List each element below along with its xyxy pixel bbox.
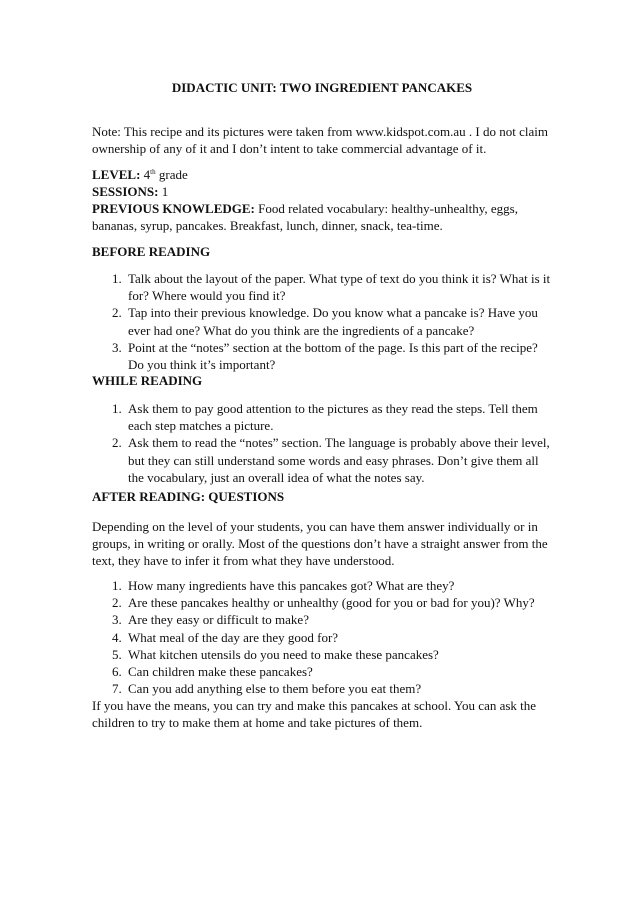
sessions-value: 1 bbox=[161, 184, 169, 199]
item-text: Are they easy or difficult to make? bbox=[128, 612, 309, 628]
list-item bbox=[92, 339, 552, 373]
after-reading-heading: AFTER READING: QUESTIONS bbox=[92, 489, 285, 504]
item-number: 1. bbox=[112, 401, 122, 416]
note-paragraph: Note: This recipe and its pictures were taken from www.kidspot.com.au . I do not claim ownership of any of it and I don’t intent to take commercial advantage of it. bbox=[92, 124, 548, 157]
item-text: Can children make these pancakes? bbox=[128, 664, 313, 680]
item-number: 2. bbox=[112, 435, 122, 451]
after-reading-intro: Depending on the level of your students, you can have them answer individually or in groups, in writing or orally. Most of the questions don’t have a straight answer from the text, they have to infer it from what they have understood. bbox=[92, 519, 548, 569]
list-item bbox=[92, 663, 552, 680]
item-number: 2. bbox=[112, 595, 122, 611]
item-text: Point at the “notes” section at the bottom of the page. Is this part of the recipe? Do you think it’s important? bbox=[128, 339, 538, 373]
item-number: 7. bbox=[112, 681, 122, 697]
item-text: Can you add anything else to them before you eat them? bbox=[128, 681, 422, 697]
item-number: 6. bbox=[112, 664, 122, 680]
sessions-label: SESSIONS: bbox=[92, 184, 159, 199]
list-item bbox=[92, 577, 552, 594]
while-reading-list bbox=[92, 400, 552, 486]
item-number: 2. bbox=[112, 305, 122, 321]
list-item bbox=[92, 270, 552, 304]
list-item bbox=[92, 680, 552, 697]
document-title: DIDACTIC UNIT: TWO INGREDIENT PANCAKES bbox=[171, 80, 473, 95]
item-number: 4. bbox=[112, 629, 122, 645]
item-text: How many ingredients have this pancakes got? What are they? bbox=[128, 578, 455, 593]
level-value: 4 bbox=[143, 167, 151, 182]
level-suffix: grade bbox=[155, 167, 188, 182]
level-label: LEVEL: bbox=[92, 167, 141, 182]
while-reading-heading: WHILE READING bbox=[92, 373, 203, 388]
previous-knowledge-value: Food related vocabulary: healthy-unhealthy, eggs, bananas, syrup, pancakes. Breakfast, lunch, dinner, snack, tea-time. bbox=[92, 201, 518, 234]
before-reading-heading: BEFORE READING bbox=[92, 244, 211, 259]
item-number: 5. bbox=[112, 646, 122, 662]
list-item bbox=[92, 611, 552, 628]
item-text: Talk about the layout of the paper. What type of text do you think it is? What is it for? Where would you find it? bbox=[128, 271, 551, 304]
before-reading-list bbox=[92, 270, 552, 373]
list-item bbox=[92, 646, 552, 663]
item-number: 1. bbox=[112, 578, 122, 593]
item-text: Ask them to pay good attention to the pictures as they read the steps. Tell them each step matches a picture. bbox=[128, 401, 538, 434]
list-item bbox=[92, 304, 552, 338]
list-item bbox=[92, 400, 552, 434]
item-text: Tap into their previous knowledge. Do you know what a pancake is? Have you ever had one? What do you think are the ingredients of a pancake? bbox=[128, 305, 538, 338]
list-item bbox=[92, 434, 552, 486]
item-text: What kitchen utensils do you need to make these pancakes? bbox=[128, 646, 439, 662]
item-number: 3. bbox=[112, 339, 122, 355]
item-number: 3. bbox=[112, 612, 122, 628]
after-reading-questions bbox=[92, 577, 552, 697]
previous-knowledge bbox=[92, 200, 552, 234]
previous-knowledge-label: PREVIOUS KNOWLEDGE: bbox=[92, 201, 255, 216]
list-item bbox=[92, 629, 552, 646]
level-line bbox=[92, 166, 552, 183]
closing-paragraph: If you have the means, you can try and make this pancakes at school. You can ask the children to try to make them at home and take pictures of them. bbox=[92, 698, 537, 731]
sessions-line bbox=[92, 183, 552, 200]
item-text: What meal of the day are they good for? bbox=[128, 629, 339, 645]
item-number: 1. bbox=[112, 271, 122, 286]
level-sup: th bbox=[150, 168, 156, 176]
item-text: Are these pancakes healthy or unhealthy (good for you or bad for you)? Why? bbox=[128, 595, 535, 611]
item-text: Ask them to read the “notes” section. The language is probably above their level, but they can still understand some words and easy phrases. Don’t give them all the vocabulary, just an overall idea of what the notes say. bbox=[128, 435, 550, 485]
list-item bbox=[92, 594, 552, 611]
